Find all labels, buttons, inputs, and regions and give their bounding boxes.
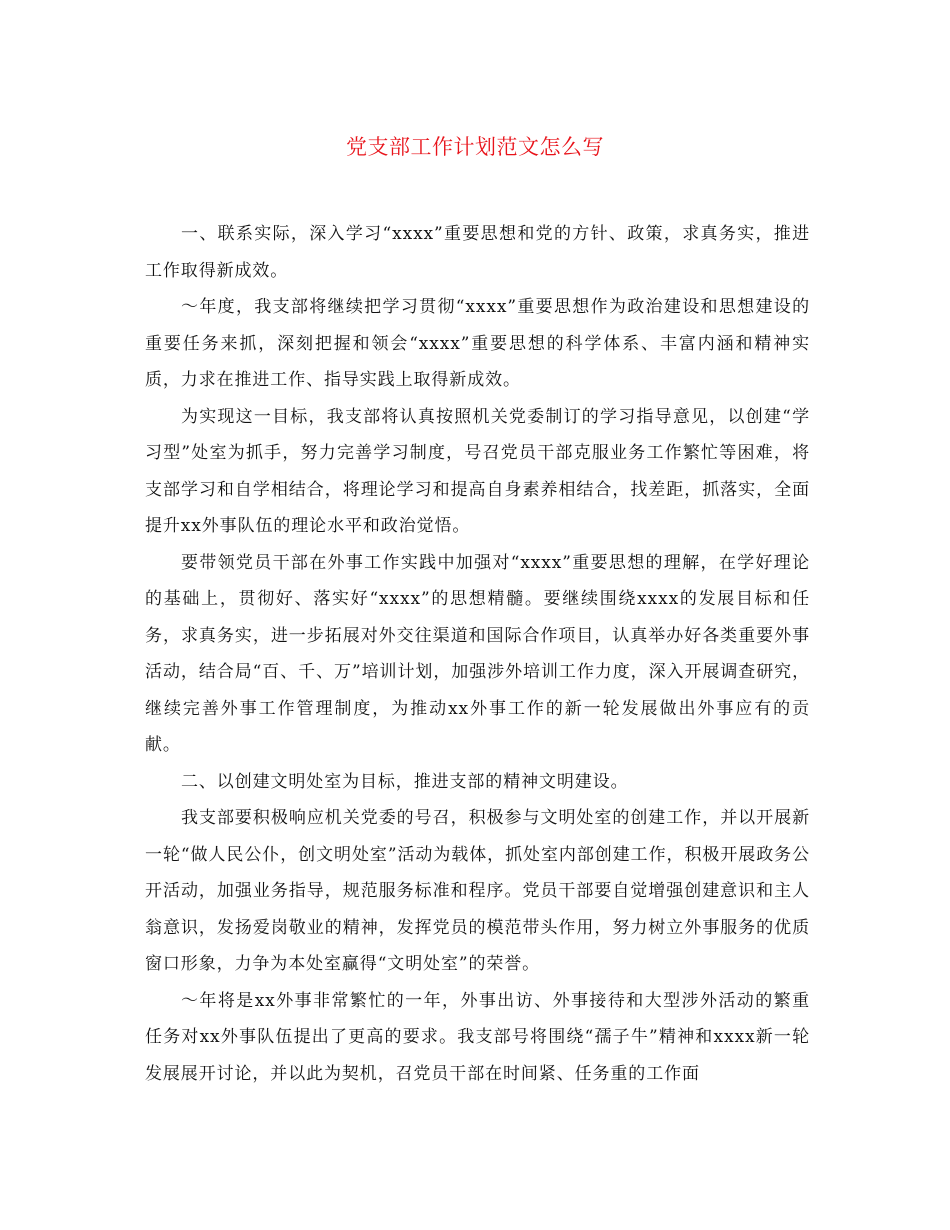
- paragraph-5: 二、以创建文明处室为目标，推进支部的精神文明建设。: [181, 771, 629, 792]
- paragraph-6: 我支部要积极响应机关党委的号召，积极参与文明处室的创建工作，并以开展新一轮“做人民公仆，创文明处室”活动为载体，抓处室内部创建工作，积极开展政务公开活动，加强业务指导，规范服务标准和程序。党员干部要自觉增强创建意识和主人翁意识，发扬爱岗敬业的精神，发挥党员的模范带头作用，努力树立外事服务的优质窗口形象，力争为本处室赢得“文明处室”的荣誉。: [145, 808, 810, 974]
- paragraph-4: 要带领党员干部在外事工作实践中加强对“xxxx”重要思想的理解，在学好理论的基础上，贯彻好、落实好“xxxx”的思想精髓。要继续围绕xxxx的发展目标和任务，求真务实，进一步拓展对外交往渠道和国际合作项目，认真举办好各类重要外事活动，结合局“百、千、万”培训计划，加强涉外培训工作力度，深入开展调查研究，继续完善外事工作管理制度，为推动xx外事工作的新一轮发展做出外事应有的贡献。: [145, 552, 810, 755]
- paragraph-7: ～年将是xx外事非常繁忙的一年，外事出访、外事接待和大型涉外活动的繁重任务对xx外事队伍提出了更高的要求。我支部号将围绕“孺子牛”精神和xxxx新一轮发展展开讨论，并以此为契机，召党员干部在时间紧、任务重的工作面: [145, 990, 810, 1084]
- document-body: [145, 216, 810, 1092]
- document-title: 党支部工作计划范文怎么写: [346, 135, 604, 159]
- paragraph-2: ～年度，我支部将继续把学习贯彻“xxxx”重要思想作为政治建设和思想建设的重要任务来抓，深刻把握和领会“xxxx”重要思想的科学体系、丰富内涵和精神实质，力求在推进工作、指导实践上取得新成效。: [145, 297, 810, 390]
- paragraph-3: 为实现这一目标，我支部将认真按照机关党委制订的学习指导意见，以创建“学习型”处室为抓手，努力完善学习制度，号召党员干部克服业务工作繁忙等困难，将支部学习和自学相结合，将理论学习和提高自身素养相结合，找差距，抓落实，全面提升xx外事队伍的理论水平和政治觉悟。: [145, 406, 810, 536]
- paragraph-1: 一、联系实际，深入学习“xxxx”重要思想和党的方针、政策，求真务实，推进工作取得新成效。: [145, 224, 810, 281]
